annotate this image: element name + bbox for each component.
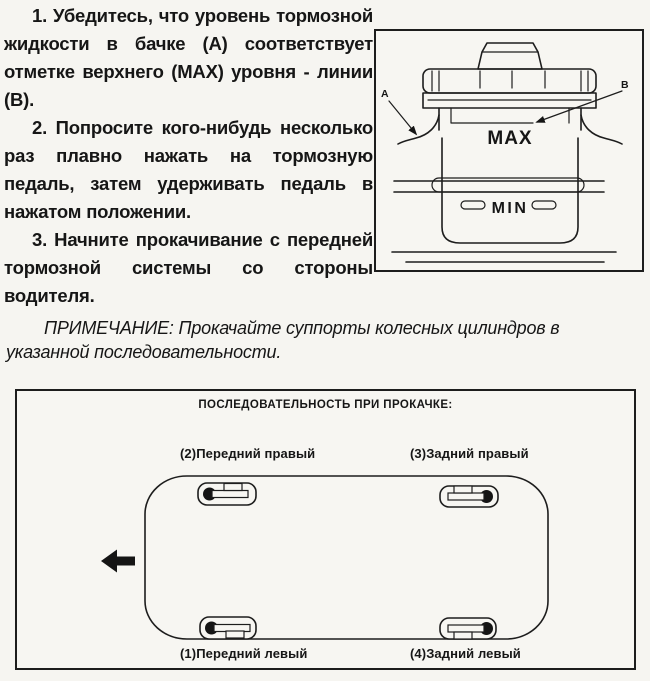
callout-a	[381, 88, 416, 134]
reservoir-cap-lid	[423, 69, 596, 108]
instruction-list	[4, 2, 373, 310]
reservoir-cap-knob	[478, 43, 542, 69]
callout-b-label: B	[621, 79, 629, 91]
caliper-rear-left-icon	[440, 618, 496, 639]
front-direction-arrow-icon	[101, 550, 135, 573]
max-mark-label: MAX	[487, 128, 533, 149]
wheel-label-front-left: (1)Передний левый	[180, 646, 308, 661]
reservoir-drawing	[376, 31, 642, 270]
instruction-step-3: 3. Начните прокачивание с передней тормозной системы со стороны водителя.	[4, 229, 373, 306]
wheel-label-rear-left: (4)Задний левый	[410, 646, 521, 661]
instruction-step-2: 2. Попросите кого-нибудь несколько раз плавно нажать на тормозную педаль, затем удерживать педаль в нажатом положении.	[4, 117, 373, 222]
instruction-step-1: 1. Убедитесь, что уровень тормозной жидкости в бачке (А) соответствует отметке верхнего (MAX) уровня - линии (В).	[4, 5, 373, 110]
min-mark-label: MIN	[491, 200, 529, 217]
reservoir-figure	[374, 29, 644, 272]
wheel-label-front-right: (2)Передний правый	[180, 446, 316, 461]
caliper-rear-right-icon	[440, 486, 498, 507]
callout-a-label: A	[381, 88, 389, 100]
car-top-view	[17, 391, 634, 668]
caliper-front-left-icon	[200, 617, 256, 639]
reservoir-neck	[439, 108, 581, 130]
bleeding-sequence-figure	[15, 389, 636, 670]
caliper-front-right-icon	[198, 483, 256, 505]
note-text: ПРИМЕЧАНИЕ: Прокачайте суппорты колесных цилиндров в указанной последовательности.	[6, 318, 560, 362]
wheel-label-rear-right: (3)Задний правый	[410, 446, 529, 461]
sequence-title: ПОСЛЕДОВАТЕЛЬНОСТЬ ПРИ ПРОКАЧКЕ:	[198, 399, 453, 411]
